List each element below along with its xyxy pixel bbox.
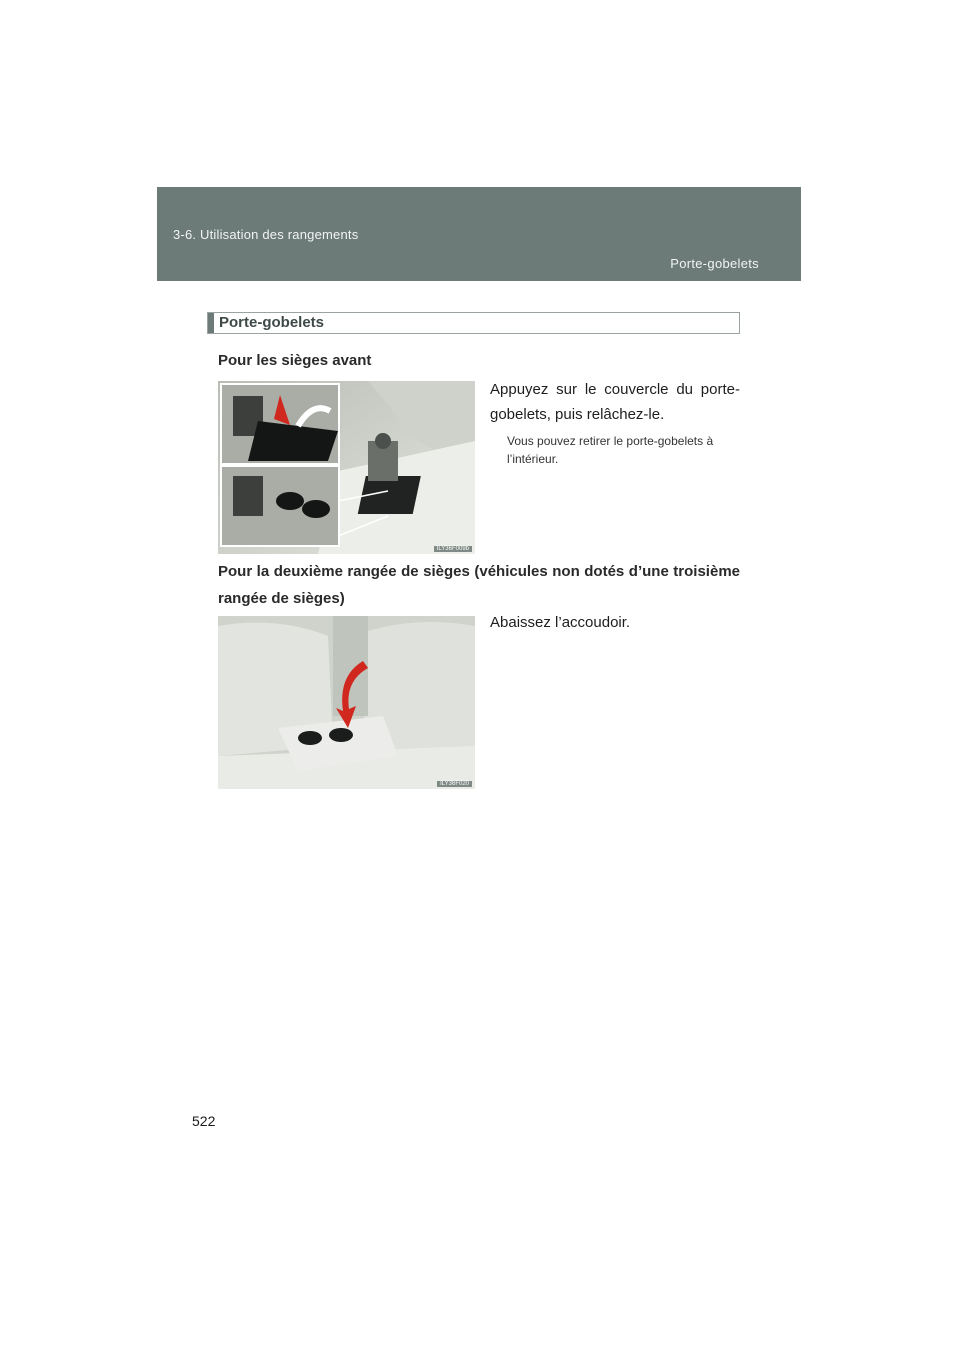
rear-seats-subheading: Pour la deuxième rangée de sièges (véhicules non dotés d’une troisième rangée de sièges): [218, 563, 740, 607]
section-heading: [207, 312, 740, 334]
front-cupholder-illustration: [218, 381, 475, 554]
section-heading-text: Porte-gobelets: [219, 314, 325, 331]
front-console-drawing: [218, 381, 475, 554]
image-code: ILY36F009b: [434, 546, 472, 552]
section-path: 3-6. Utilisation des rangements: [173, 227, 359, 242]
rear-instruction: Abaissez l’accoudoir.: [490, 614, 631, 631]
page-header-band: [157, 187, 801, 281]
front-seats-subheading: Pour les sièges avant: [218, 352, 372, 369]
image-code: ILY36F020: [437, 781, 472, 787]
front-instruction: Appuyez sur le couvercle du porte-gobelets, puis relâchez-le.: [490, 381, 740, 423]
front-note: Vous pouvez retirer le porte-gobelets à l’intérieur.: [507, 434, 714, 466]
cup-hole-2: [329, 728, 353, 742]
heading-accent-bar: [208, 313, 214, 333]
rear-seat-drawing: [218, 616, 475, 789]
header-title: Porte-gobelets: [670, 256, 759, 271]
cup-hole-1: [298, 731, 322, 745]
page-number: 522: [192, 1113, 216, 1129]
rear-armrest-illustration: [218, 616, 475, 789]
